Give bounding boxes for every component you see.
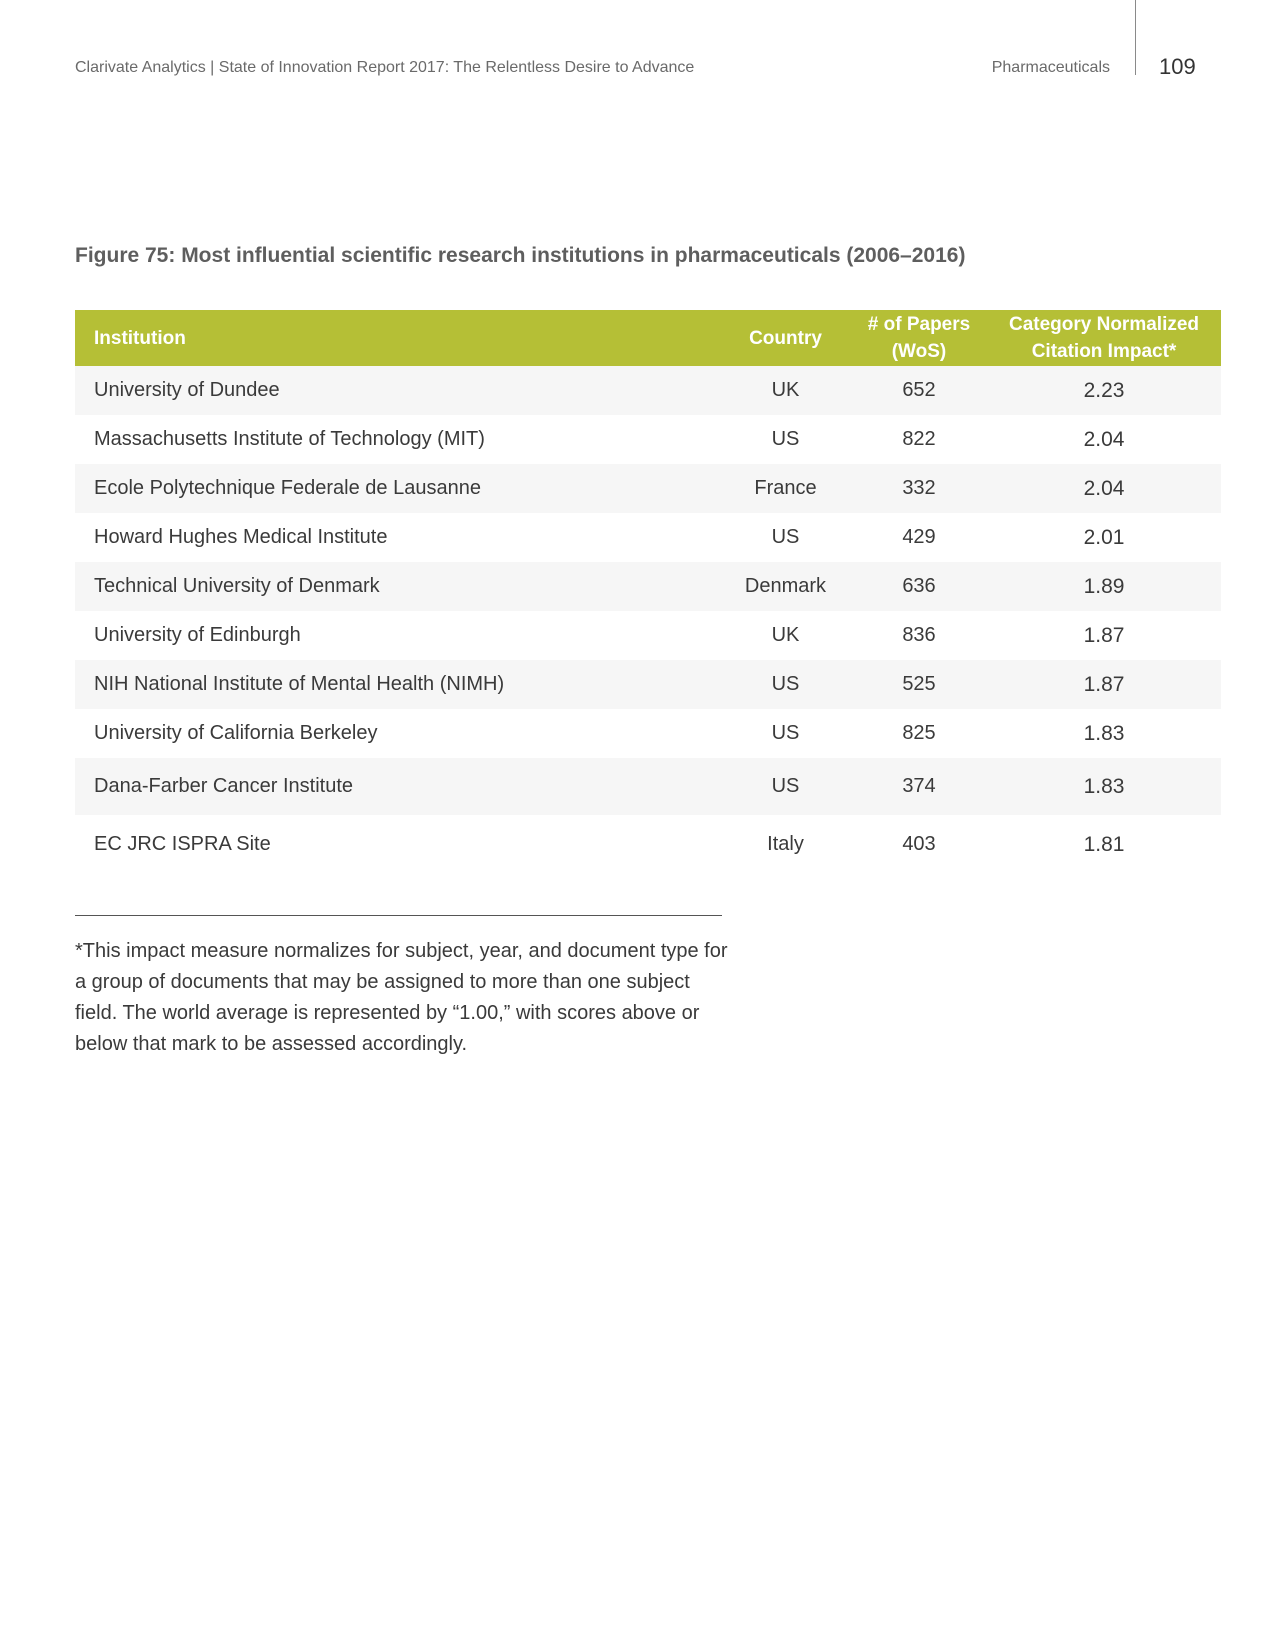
cnci-cell: 1.87 [1083, 623, 1125, 647]
institution-cell: Massachusetts Institute of Technology (MIT) [94, 428, 485, 450]
papers-cell: 403 [851, 815, 987, 874]
cnci-cell: 2.04 [1083, 427, 1125, 451]
country-cell: Denmark [720, 562, 851, 611]
papers-cell: 525 [851, 660, 987, 709]
table-header-row [75, 310, 1221, 366]
cnci-cell: 1.83 [1083, 721, 1125, 745]
country-cell: France [720, 464, 851, 513]
institution-cell: University of California Berkeley [94, 722, 378, 744]
column-header-country: Country [720, 310, 851, 366]
column-header-cnci-line2: Citation Impact* [1031, 341, 1177, 362]
cnci-cell: 1.81 [987, 815, 1221, 874]
country-cell: US [771, 428, 800, 450]
papers-cell: 429 [902, 526, 936, 548]
institution-cell: Howard Hughes Medical Institute [94, 526, 388, 548]
institution-cell: University of Edinburgh [94, 624, 301, 646]
cnci-cell: 1.89 [987, 562, 1221, 611]
column-header-cnci-line1: Category Normalized [1008, 314, 1200, 335]
papers-cell: 825 [902, 722, 936, 744]
institution-cell: Technical University of Denmark [75, 562, 720, 611]
cnci-cell: 2.01 [1083, 525, 1125, 549]
footnote-divider [75, 915, 722, 916]
cnci-cell: 1.87 [987, 660, 1221, 709]
institutions-table [75, 310, 1221, 874]
table-row [75, 611, 1221, 660]
papers-cell: 822 [902, 428, 936, 450]
table-row [75, 513, 1221, 562]
institution-cell: Dana-Farber Cancer Institute [75, 758, 720, 815]
table-row [75, 366, 1221, 415]
page-number: 109 [1159, 54, 1196, 79]
table-row [75, 660, 1221, 709]
cnci-cell: 2.04 [987, 464, 1221, 513]
country-cell: US [720, 660, 851, 709]
header-divider [1135, 0, 1136, 75]
country-cell: US [771, 526, 800, 548]
table-row [75, 709, 1221, 758]
footnote: *This impact measure normalizes for subject, year, and document type for a group of documents that may be assigned to more than one subject field. The world average is represented by “1.00,” with scores above or below that mark to be assessed accordingly. [75, 940, 728, 1055]
table-row [75, 815, 1221, 874]
column-header-cnci [987, 310, 1221, 366]
table-row [75, 464, 1221, 513]
papers-cell: 374 [851, 758, 987, 815]
papers-cell: 652 [851, 366, 987, 415]
cnci-cell: 2.23 [987, 366, 1221, 415]
column-header-papers-line2: (WoS) [891, 341, 947, 362]
column-header-papers [851, 310, 987, 366]
institution-cell: EC JRC ISPRA Site [75, 815, 720, 874]
table-row [75, 415, 1221, 464]
country-cell: UK [771, 624, 800, 646]
country-cell: UK [720, 366, 851, 415]
section-name: Pharmaceuticals [991, 59, 1110, 76]
column-header-institution: Institution [75, 310, 720, 366]
cnci-cell: 1.83 [987, 758, 1221, 815]
institution-cell: University of Dundee [75, 366, 720, 415]
country-cell: Italy [720, 815, 851, 874]
figure-title: Figure 75: Most influential scientific research institutions in pharmaceuticals (2006–2016) [75, 244, 966, 267]
table-row [75, 562, 1221, 611]
papers-cell: 836 [902, 624, 936, 646]
country-cell: US [771, 722, 800, 744]
institution-cell: Ecole Polytechnique Federale de Lausanne [75, 464, 720, 513]
papers-cell: 636 [851, 562, 987, 611]
table-row [75, 758, 1221, 815]
papers-cell: 332 [851, 464, 987, 513]
institution-cell: NIH National Institute of Mental Health (NIMH) [75, 660, 720, 709]
report-title: Clarivate Analytics | State of Innovation Report 2017: The Relentless Desire to Advance [75, 59, 695, 76]
column-header-papers-line1: # of Papers [867, 314, 971, 335]
country-cell: US [720, 758, 851, 815]
